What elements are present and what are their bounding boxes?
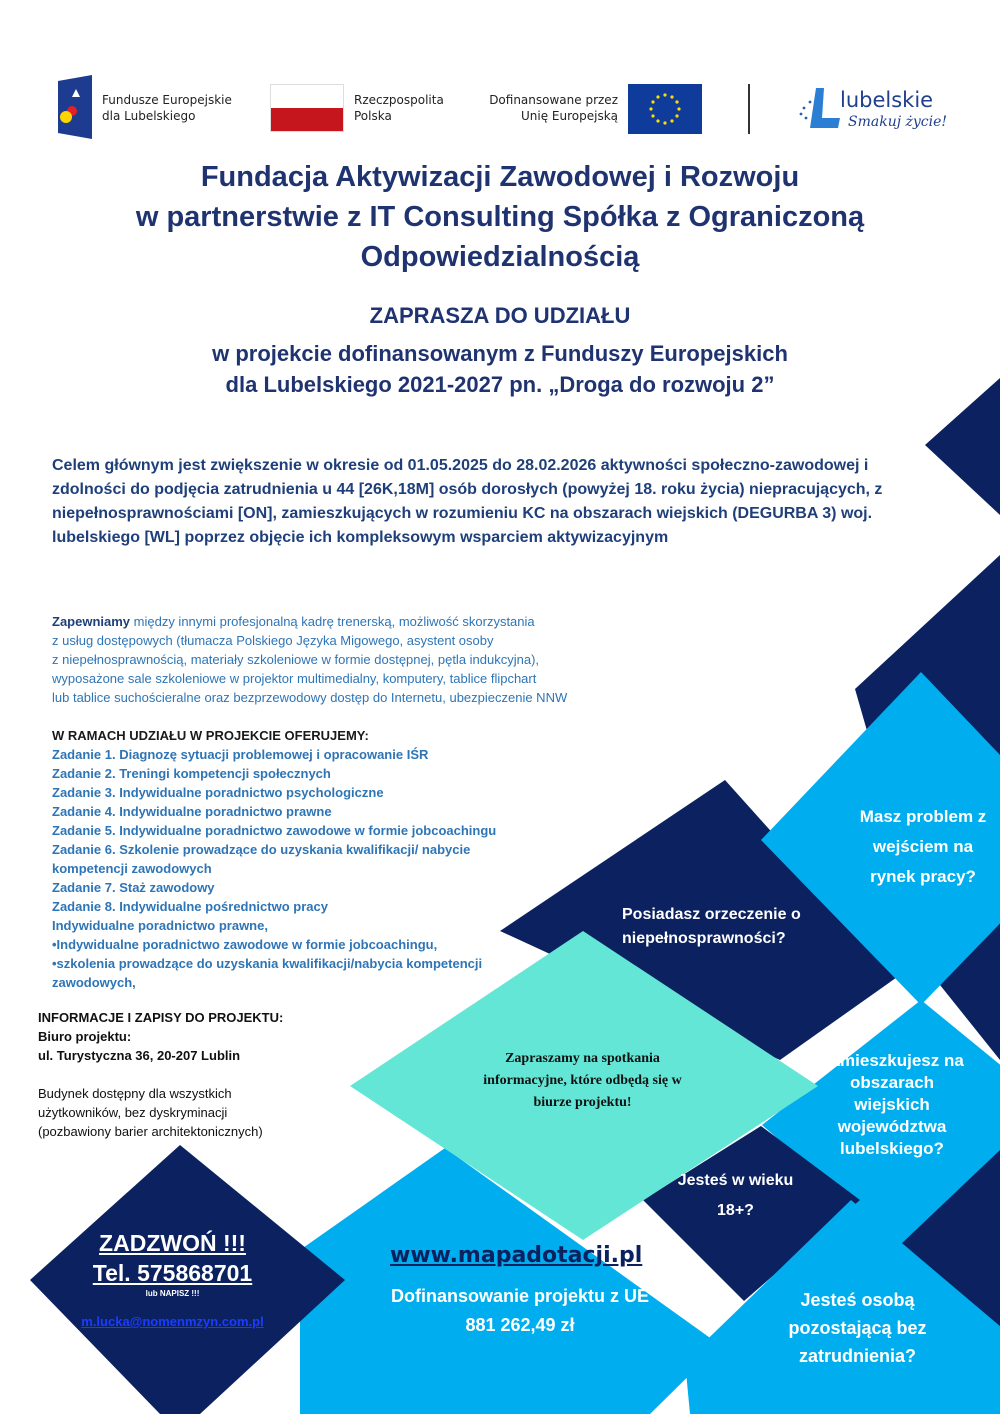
- list-item: •Indywidualne poradnictwo zawodowe w formie jobcoachingu,: [52, 937, 438, 952]
- list-item: Zadanie 5. Indywidualne poradnictwo zawodowe w formie jobcoachingu: [52, 823, 497, 838]
- eu-flag-icon: [628, 84, 702, 134]
- project-line1: w projekcie dofinansowanym z Funduszy Europejskich: [212, 341, 788, 366]
- question-problem: Masz problem z wejściem na rynek pracy?: [859, 807, 987, 886]
- call-label: ZADZWOŃ !!!: [99, 1230, 246, 1256]
- question-age: Jesteś w wieku 18+?: [677, 1172, 794, 1219]
- contact-block: [60, 1228, 285, 1329]
- provide-line: lub tablice suchościeralne oraz bezprzewodowy dostęp do Internetu, ubezpieczenie NNW: [52, 690, 568, 705]
- meetings-invite: Zapraszamy na spotkania informacyjne, które odbędą się w biurze projektu!: [483, 1051, 682, 1110]
- funds-line1: Fundusze Europejskie: [102, 93, 232, 107]
- project-line2: dla Lubelskiego 2021-2027 pn. „Droga do rozwoju 2”: [225, 372, 775, 397]
- eu-line2: Unię Europejską: [520, 109, 618, 123]
- list-item: Indywidualne poradnictwo prawne,: [52, 918, 268, 933]
- organizer-title: [0, 157, 1000, 277]
- write-label: lub NAPISZ !!!: [145, 1289, 200, 1298]
- funds-line2: dla Lubelskiego: [102, 109, 196, 123]
- project-info: [38, 1008, 338, 1141]
- project-goal: Celem głównym jest zwiększenie w okresie od 01.05.2025 do 28.02.2026 aktywności społeczno-zawodowej i zdolności do podjęcia zatrudnienia u 44 [26K,18M] osób dorosłych (powyżej 18. roku życia) niepracujących, z niepełnosprawnościami [ON], zamieszkujących w rozumieniu KC na obszarach wiejskich (DEGURBA 3) woj. lubelskiego [WL] poprzez objęcie ich kompleksowym wsparciem aktywizacyjnym: [52, 457, 883, 546]
- title-line3: Odpowiedzialnością: [360, 241, 640, 273]
- lubelskie-logo-icon: [798, 86, 842, 132]
- funding-label: Dofinansowanie projektu z UE: [390, 1286, 650, 1306]
- project-name: [0, 338, 1000, 400]
- invite-heading: ZAPRASZA DO UDZIAŁU: [369, 303, 631, 328]
- provide-line: z niepełnosprawnością, materiały szkoleniowe w formie dostępnej, pętla indukcyjna),: [52, 652, 540, 667]
- poland-line2: Polska: [354, 109, 392, 123]
- list-item: Zadanie 1. Diagnozę sytuacji problemowej i opracowanie IŚR: [52, 747, 429, 762]
- list-item: Zadanie 8. Indywidualne pośrednictwo pracy: [52, 899, 328, 914]
- provide-line: wyposażone sale szkoleniowe w projektor multimedialny, komputery, tablice flipchart: [52, 671, 537, 686]
- question-unemployed: Jesteś osobą pozostającą bez zatrudnienia?: [788, 1290, 927, 1366]
- list-item: Zadanie 6. Szkolenie prowadzące do uzyskania kwalifikacji/ nabycie kompetencji zawodowych: [52, 842, 471, 876]
- logo-divider: [748, 84, 750, 134]
- list-item: •szkolenia prowadzące do uzyskania kwalifikacji/nabycia kompetencji zawodowych,: [52, 956, 483, 990]
- poland-flag-icon: [270, 84, 344, 132]
- poland-line1: Rzeczpospolita: [354, 93, 444, 107]
- email-link[interactable]: m.lucka@nomenmzyn.com.pl: [81, 1314, 264, 1329]
- list-item: Zadanie 3. Indywidualne poradnictwo psychologiczne: [52, 785, 384, 800]
- title-line1: Fundacja Aktywizacji Zawodowej i Rozwoju: [200, 161, 800, 193]
- offer-list: [52, 726, 552, 992]
- office-label: Biuro projektu:: [38, 1029, 132, 1044]
- eu-line1: Dofinansowane przez: [489, 93, 618, 107]
- info-heading: INFORMACJE I ZAPISY DO PROJEKTU:: [38, 1010, 284, 1025]
- provided-services: [52, 612, 672, 707]
- title-line2: w partnerstwie z IT Consulting Spółka z Ograniczoną: [135, 201, 865, 233]
- question-rural: Zamieszkujesz na obszarach wiejskich województwa lubelskiego?: [820, 1051, 964, 1158]
- phone-number: Tel. 575868701: [92, 1260, 253, 1286]
- lubelskie-wordmark: lubelskie: [840, 88, 934, 112]
- provide-lead: Zapewniamy: [52, 614, 131, 629]
- lubelskie-slogan: Smakuj życie!: [848, 114, 948, 130]
- office-address: ul. Turystyczna 36, 20-207 Lublin: [38, 1048, 241, 1063]
- logo-lubelskie: [798, 86, 948, 136]
- logo-poland: [270, 84, 444, 132]
- provide-line: między innymi profesjonalną kadrę trenerską, możliwość skorzystania: [130, 614, 535, 629]
- question-disability: Posiadasz orzeczenie o niepełnosprawności?: [622, 906, 801, 947]
- logo-funds: [58, 75, 258, 139]
- list-item: Zadanie 7. Staż zawodowy: [52, 880, 215, 895]
- provide-line: z usług dostępowych (tłumacza Polskiego Języka Migowego, asystent osoby: [52, 633, 494, 648]
- offer-heading: W RAMACH UDZIAŁU W PROJEKCIE OFERUJEMY:: [52, 728, 369, 743]
- logo-eu-text: [470, 92, 618, 124]
- list-item: Zadanie 2. Treningi kompetencji społecznych: [52, 766, 331, 781]
- funding-amount: 881 262,49 zł: [465, 1315, 575, 1335]
- funding-info: [350, 1282, 690, 1340]
- accessibility-note: Budynek dostępny dla wszystkich użytkowników, bez dyskryminacji (pozbawiony barier architektonicznych): [38, 1086, 263, 1139]
- website-link[interactable]: www.mapadotacji.pl: [390, 1243, 643, 1268]
- funds-logo-icon: [58, 75, 92, 139]
- list-item: Zadanie 4. Indywidualne poradnictwo prawne: [52, 804, 332, 819]
